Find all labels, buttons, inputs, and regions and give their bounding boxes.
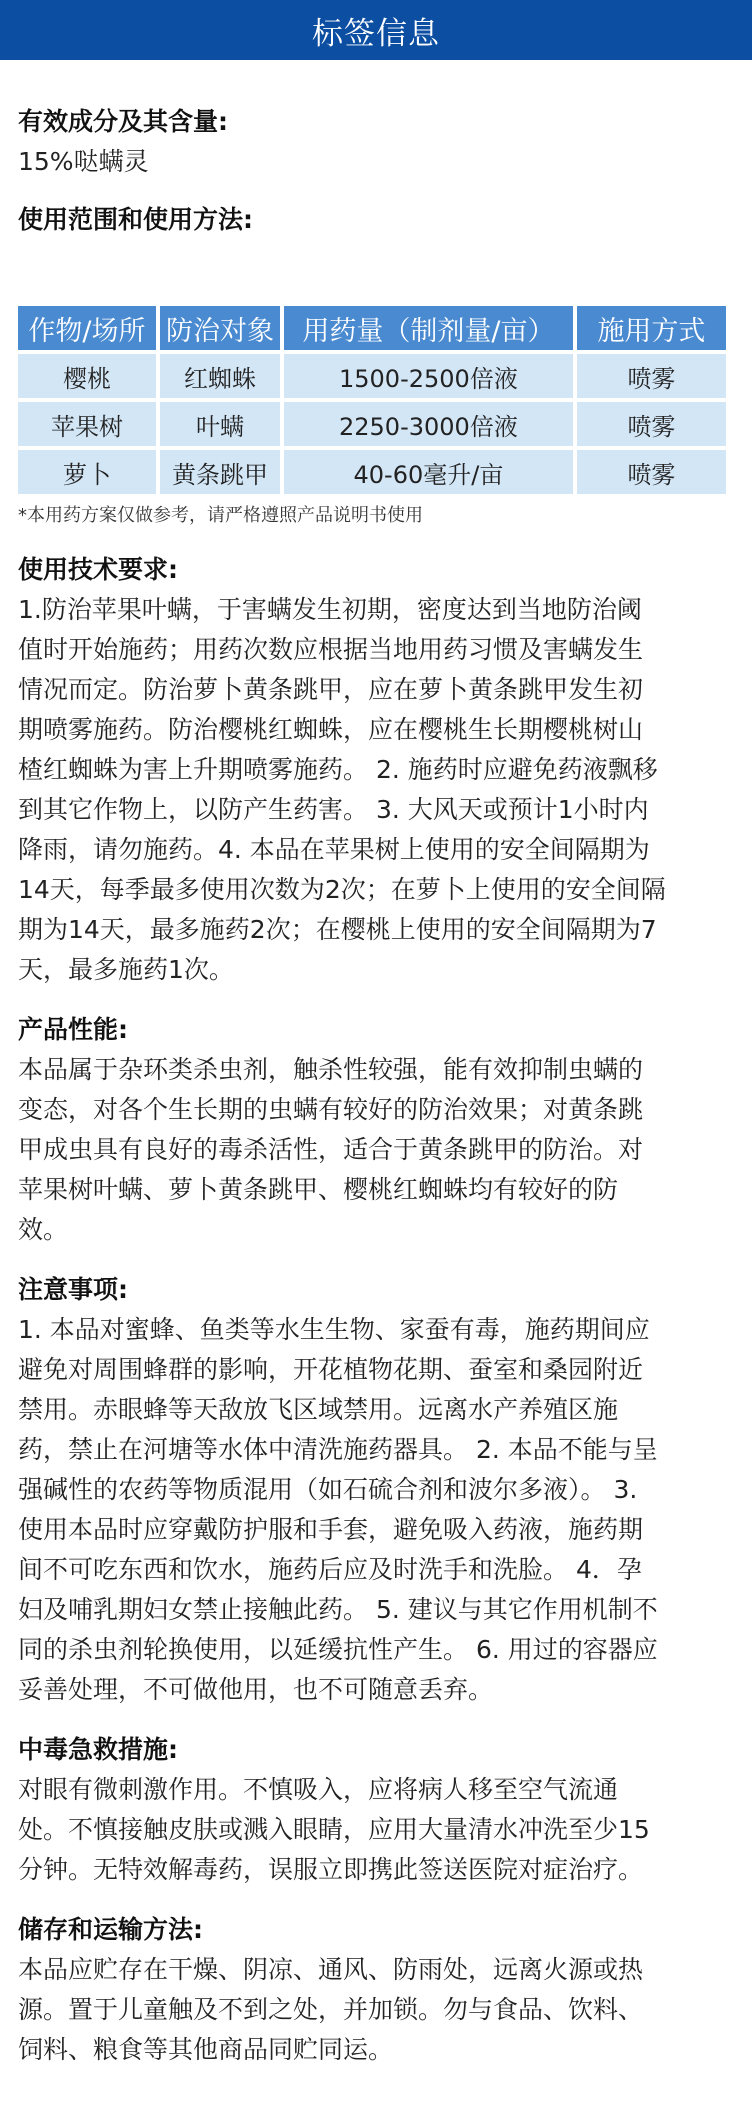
- ingredient-title: 有效成分及其含量:: [18, 107, 228, 136]
- body-line: 药，禁止在河塘等水体中清洗施药器具。 2. 本品不能与呈: [18, 1435, 658, 1464]
- header-cell-crop: 作物/场所: [18, 306, 156, 350]
- table-cell: 叶螨: [160, 402, 280, 446]
- body-line: 妥善处理，不可做他用，也不可随意丢弃。: [18, 1675, 494, 1704]
- ingredient-value: 15%哒螨灵: [18, 147, 149, 176]
- table-cell: 樱桃: [18, 354, 156, 398]
- section-body: [18, 1310, 734, 1710]
- body-line: 间不可吃东西和饮水，施药后应及时洗手和洗脸。 4．孕: [18, 1555, 642, 1584]
- precautions-section: [18, 1270, 734, 1710]
- table-cell: 黄条跳甲: [160, 450, 280, 494]
- body-line: 变态，对各个生长期的虫螨有较好的防治效果；对黄条跳: [18, 1095, 644, 1124]
- storage-transport-section: [18, 1910, 734, 2070]
- ingredient-section: [18, 60, 734, 182]
- body-line: 源。置于儿童触及不到之处，并加锁。勿与食品、饮料、: [18, 1995, 644, 2024]
- body-line: 期为14天，最多施药2次；在樱桃上使用的安全间隔期为7: [18, 915, 657, 944]
- body-line: 避免对周围蜂群的影响，开花植物花期、蚕室和桑园附近: [18, 1355, 644, 1384]
- header-cell-method: 施用方式: [577, 306, 726, 350]
- body-line: 使用本品时应穿戴防护服和手套，避免吸入药液，施药期: [18, 1515, 644, 1544]
- usage-section: [18, 200, 734, 528]
- section-title: 中毒急救措施:: [18, 1735, 178, 1764]
- body-line: 分钟。无特效解毒药，误服立即携此签送医院对症治疗。: [18, 1855, 644, 1884]
- body-line: 强碱性的农药等物质混用（如石硫合剂和波尔多液）。 3.: [18, 1475, 638, 1504]
- usage-table: [14, 302, 730, 498]
- body-line: 14天，每季最多使用次数为2次；在萝卜上使用的安全间隔: [18, 875, 666, 904]
- body-line: 情况而定。防治萝卜黄条跳甲，应在萝卜黄条跳甲发生初: [18, 675, 644, 704]
- usage-table-wrap: [18, 302, 734, 498]
- body-line: 妇及哺乳期妇女禁止接触此药。 5. 建议与其它作用机制不: [18, 1595, 658, 1624]
- table-cell: 1500-2500倍液: [284, 354, 573, 398]
- body-line: 处。不慎接触皮肤或溅入眼睛，应用大量清水冲洗至少15: [18, 1815, 650, 1844]
- body-line: 苹果树叶螨、萝卜黄条跳甲、樱桃红蜘蛛均有较好的防: [18, 1175, 619, 1204]
- label-content: [0, 60, 752, 2070]
- body-line: 期喷雾施药。防治樱桃红蜘蛛，应在樱桃生长期樱桃树山: [18, 715, 644, 744]
- table-cell: 红蜘蛛: [160, 354, 280, 398]
- body-line: 效。: [18, 1215, 69, 1244]
- product-performance-section: [18, 1010, 734, 1250]
- table-row: [18, 402, 726, 446]
- body-line: 楂红蜘蛛为害上升期喷雾施药。 2. 施药时应避免药液飘移: [18, 755, 658, 784]
- table-cell: 萝卜: [18, 450, 156, 494]
- table-cell: 40-60毫升/亩: [284, 450, 573, 494]
- body-line: 天，最多施药1次。: [18, 955, 234, 984]
- body-line: 对眼有微刺激作用。不慎吸入，应将病人移至空气流通: [18, 1775, 619, 1804]
- table-cell: 喷雾: [577, 402, 726, 446]
- body-line: 1. 本品对蜜蜂、鱼类等水生生物、家蚕有毒，施药期间应: [18, 1315, 650, 1344]
- table-header-row: [18, 306, 726, 350]
- section-body: [18, 1950, 734, 2070]
- table-cell: 喷雾: [577, 354, 726, 398]
- table-cell: 2250-3000倍液: [284, 402, 573, 446]
- header-cell-dosage: 用药量（制剂量/亩）: [284, 306, 573, 350]
- table-cell: 喷雾: [577, 450, 726, 494]
- section-title: 产品性能:: [18, 1015, 128, 1044]
- body-line: 同的杀虫剂轮换使用，以延缓抗性产生。 6. 用过的容器应: [18, 1635, 658, 1664]
- section-title: 储存和运输方法:: [18, 1915, 203, 1944]
- table-cell: 苹果树: [18, 402, 156, 446]
- page-header: [0, 0, 752, 60]
- body-line: 甲成虫具有良好的毒杀活性，适合于黄条跳甲的防治。对: [18, 1135, 644, 1164]
- body-line: 到其它作物上，以防产生药害。 3. 大风天或预计1小时内: [18, 795, 649, 824]
- section-title: 使用技术要求:: [18, 555, 178, 584]
- body-line: 值时开始施药；用药次数应根据当地用药习惯及害螨发生: [18, 635, 644, 664]
- section-body: [18, 1770, 734, 1890]
- section-body: [18, 590, 734, 990]
- header-cell-target: 防治对象: [160, 306, 280, 350]
- header-title: 标签信息: [312, 15, 440, 52]
- body-line: 1.防治苹果叶螨，于害螨发生初期，密度达到当地防治阈: [18, 595, 642, 624]
- usage-title: 使用范围和使用方法:: [18, 205, 253, 234]
- body-line: 本品属于杂环类杀虫剂，触杀性较强，能有效抑制虫螨的: [18, 1055, 644, 1084]
- first-aid-section: [18, 1730, 734, 1890]
- table-row: [18, 354, 726, 398]
- table-row: [18, 450, 726, 494]
- section-title: 注意事项:: [18, 1275, 128, 1304]
- usage-note: *本用药方案仅做参考，请严格遵照产品说明书使用: [18, 505, 423, 526]
- section-body: [18, 1050, 734, 1250]
- technical-requirements-section: [18, 550, 734, 990]
- body-line: 禁用。赤眼蜂等天敌放飞区域禁用。远离水产养殖区施: [18, 1395, 619, 1424]
- body-line: 降雨，请勿施药。4. 本品在苹果树上使用的安全间隔期为: [18, 835, 650, 864]
- body-line: 饲料、粮食等其他商品同贮同运。: [18, 2035, 394, 2064]
- body-line: 本品应贮存在干燥、阴凉、通风、防雨处，远离火源或热: [18, 1955, 644, 1984]
